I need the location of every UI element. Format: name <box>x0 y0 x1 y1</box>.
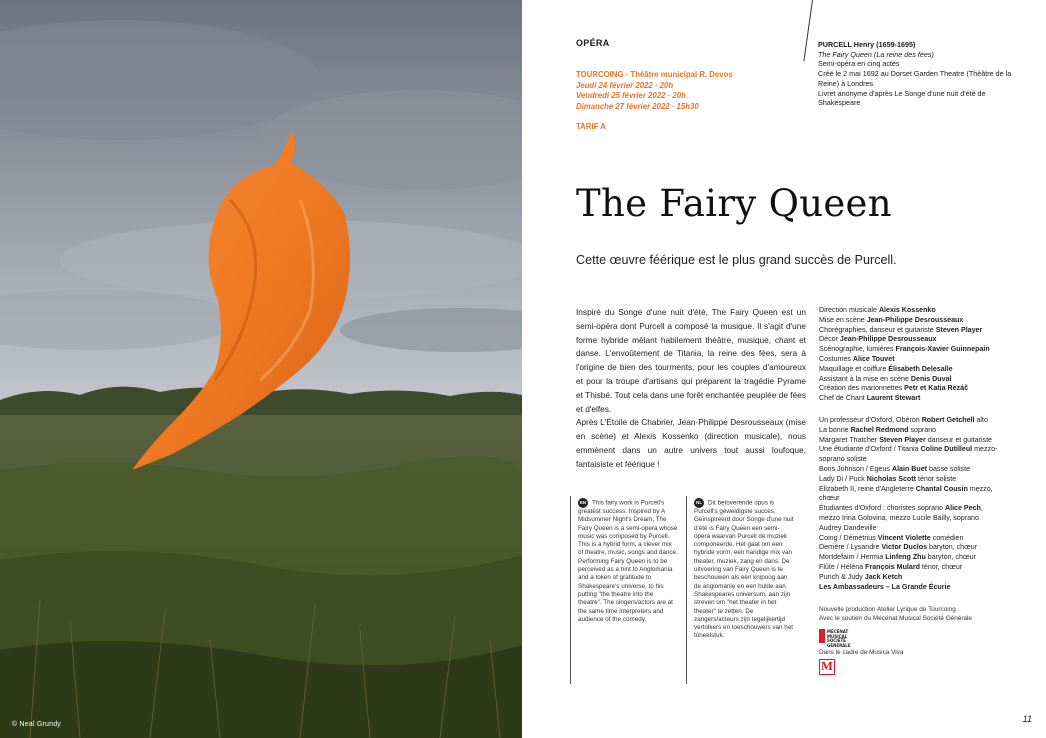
language-badge: NL <box>694 498 704 508</box>
credit-name: Jean-Philippe Desrousseaux <box>866 315 964 324</box>
divider-line <box>803 0 813 61</box>
mecenat-logo <box>819 629 853 648</box>
credit-name: Élisabeth Delesalle <box>888 364 953 373</box>
credit-detail: basse soliste <box>927 464 971 473</box>
credit-name: François-Xavier Guinnepain <box>895 345 990 354</box>
credit-name: François Mulard <box>865 562 920 571</box>
credit-name: Les Ambassadeurs – La Grande Écurie <box>819 582 951 591</box>
credit-detail: baryton, chœur <box>927 543 978 552</box>
credit-role: La bonne <box>819 425 851 434</box>
credit-row <box>819 416 999 426</box>
page-number: 11 <box>1022 714 1032 724</box>
credits-list <box>819 306 999 592</box>
credit-role: Scénographie, lumières <box>819 345 896 354</box>
credit-row <box>819 583 999 593</box>
english-text: This fairy work is Purcell's greatest success. Inspired by A Midsummer Night's Dream, The Fairy Queen is a semi-opera whose music was composed by Purcell. This is a hybrid form, a clever mix of theatre, music, songs and dance. Performing Fairy Queen is to be perceived as a hint to Anglomania and a token of gratitude to Shakespeare's universe, to his putting "the theatre into the theatre". The singers/actors are at the same time interpreters and audience of the comedy. <box>578 499 678 623</box>
production-line: Avec le soutien du Mécénat Musical Société Générale <box>819 614 972 622</box>
dutch-summary <box>694 498 794 641</box>
credit-row <box>819 345 999 355</box>
credit-name: Denis Duval <box>910 374 952 383</box>
credit-role: Une étudiante d'Oxford / Titania <box>819 445 921 454</box>
credit-role: Mise en scène <box>819 315 867 324</box>
musica-viva-label: Dans le cadre de Musica Viva <box>819 649 904 656</box>
credit-detail: mezzo, chœur <box>819 484 993 503</box>
credit-name: Steven Player <box>879 435 926 444</box>
cast-list <box>819 416 999 592</box>
credit-role: Derrière / Lysandre <box>819 543 882 552</box>
credit-detail: danseur et guitariste <box>925 435 992 444</box>
body-paragraph: Inspiré du Songe d'une nuit d'été, The Fairy Queen est un semi-opéra dont Purcell a composé la musique. Il s'agit d'une forme hybride mêlant habilement théâtre, musique, chant et danse. L'envoûtement de Titania, la reine des fées, sera à l'origine de bien des tourments, pour les couples d'amoureux et pour la troupe d'artisans qui préparent la tragédie Pyrame et Thisbé. Tout cela dans une forêt enchantée peuplée de fées et d'elfes. <box>576 307 806 414</box>
credit-role: Assistant à la mise en scène <box>819 374 911 383</box>
credit-role: Mortdefaim / Hermia <box>819 553 886 562</box>
divider-line <box>686 496 687 684</box>
credit-row <box>819 485 999 505</box>
credit-role: Étudiantes d'Oxford : choristes soprano <box>819 504 945 513</box>
crew-list <box>819 306 999 404</box>
credit-name: Alice Pech <box>944 504 981 513</box>
credit-detail: comédien <box>930 533 964 542</box>
credit-row <box>819 316 999 326</box>
credit-role: Flûte / Héléna <box>819 562 866 571</box>
work-info <box>818 40 1028 108</box>
credit-role: Costumes <box>819 354 853 363</box>
credit-row <box>819 394 999 404</box>
credit-row <box>819 326 999 336</box>
work-title: The Fairy Queen (La reine des fées) <box>818 49 934 59</box>
credit-name: Alexis Kossenko <box>878 306 936 314</box>
credit-row <box>819 475 999 485</box>
credit-role: Margaret Thatcher <box>819 435 880 444</box>
credit-role: Un professeur d'Oxford, Obéron <box>819 415 922 424</box>
english-summary <box>578 498 678 624</box>
credit-row <box>819 436 999 446</box>
credit-row <box>819 426 999 436</box>
credit-row <box>819 553 999 563</box>
credit-row <box>819 335 999 345</box>
credit-row <box>819 465 999 475</box>
credit-detail: alto <box>974 415 988 424</box>
language-badge: EN <box>578 498 588 508</box>
credit-role: Création des marionnettes <box>819 384 905 393</box>
credit-detail: mezzo-soprano soliste <box>819 445 998 464</box>
premiere: Créé le 2 mai 1692 au Dorset Garden Theatre (Théâtre de la Reine) à Londres <box>818 69 1012 88</box>
credit-name: Coline Dutilleul <box>920 445 973 454</box>
page-title: The Fairy Queen <box>576 182 892 225</box>
credit-name: Nicholas Scott <box>866 474 916 483</box>
credit-name: Alice Touvet <box>852 354 895 363</box>
date-line: Dimanche 27 février 2022 · 15h30 <box>576 101 699 111</box>
credit-row <box>819 445 999 465</box>
credit-row <box>819 306 999 316</box>
credit-role: Boris Johnson / Egeus <box>819 464 892 473</box>
credit-row <box>819 384 999 394</box>
mecenat-logo-text: MÉCÉNAT MUSICAL SOCIÉTÉ GÉNÉRALE <box>827 629 851 648</box>
credit-role: Coing / Démétrius <box>819 533 878 542</box>
credit-detail: , mezzo Irina Golovina, mezzo Lucile Bailly, soprano Audrey Dandeville <box>819 504 983 532</box>
credit-row <box>819 375 999 385</box>
credit-row <box>819 504 999 533</box>
production-info <box>819 606 999 623</box>
credit-name: Jean-Philippe Desrousseaux <box>839 335 937 344</box>
credit-role: Maquillage et coiffure <box>819 364 889 373</box>
credit-name: Alain Buet <box>891 464 928 473</box>
credit-name: Petr et Katia Rezáč <box>904 384 969 393</box>
credit-name: Victor Duclos <box>881 543 928 552</box>
section-label: OPÉRA <box>576 38 610 48</box>
genre: Semi-opéra en cinq actes <box>818 59 900 69</box>
photo-credit: © Neal Grundy <box>12 721 61 728</box>
right-page <box>522 0 1046 738</box>
credit-row <box>819 365 999 375</box>
body-text <box>576 306 806 472</box>
credit-role: Décor <box>819 335 840 344</box>
credit-name: Chantal Cousin <box>915 484 968 493</box>
venue-block <box>576 70 733 112</box>
body-paragraph: Après L'Étoile de Chabrier, Jean-Philippe Desrousseaux (mise en scène) et Alexis Kossenko (direction musicale), nous emmènent dans un autre univers tout aussi loufoque, fantaisiste et féérique ! <box>576 417 806 469</box>
credit-name: Vincent Violette <box>877 533 931 542</box>
tarif-label: TARIF A <box>576 122 606 131</box>
cover-photo <box>0 0 522 738</box>
credit-name: Jack Ketch <box>864 572 903 581</box>
credit-name: Steven Player <box>935 325 983 334</box>
production-line: Nouvelle production Atelier Lyrique de Tourcoing <box>819 606 956 613</box>
composer: PURCELL Henry (1659-1695) <box>818 40 916 49</box>
credit-row <box>819 355 999 365</box>
credit-detail: ténor, chœur <box>919 562 963 571</box>
credit-row <box>819 573 999 583</box>
credit-name: Laurent Stewart <box>866 394 921 403</box>
credit-row <box>819 534 999 544</box>
libretto: Livret anonyme d'après Le Songe d'une nuit d'été de Shakespeare <box>818 88 986 108</box>
credit-detail: soprano <box>908 425 937 434</box>
credit-role: Elizabeth II, reine d'Angleterre <box>819 484 916 493</box>
dutch-text: Dit betoverende opus is Purcell's geweldigste succes. Geïnspireerd door Songe d'une nuit d'été is Fairy Queen een semi-opera waarvan Purcell de muziek componeerde. Het gaat om een hybride vorm, een handige mix van theater, muziek, zang en dans. De uitvoering van Fairy Queen is te beschouwen als een knipoog aan de anglomanie en een hulde aan Shakespeares universum, aan zijn streven om "het theater in het theater" te zetten. De zangers/acteurs zijn tegelijkertijd vertolkers en toeschouwers van het toneelstuk. <box>694 499 794 640</box>
page-subtitle: Cette œuvre féérique est le plus grand succès de Purcell. <box>576 253 897 267</box>
musica-viva-logo: M <box>820 660 834 673</box>
date-line: Jeudi 24 février 2022 · 20h <box>576 80 674 90</box>
venue-line: TOURCOING · Théâtre municipal R. Devos <box>576 70 733 79</box>
credit-name: Linfeng Zhu <box>885 553 926 562</box>
divider-line <box>570 496 571 684</box>
credit-name: Rachel Redmond <box>850 425 909 434</box>
credit-role: Punch & Judy <box>819 572 865 581</box>
credit-role: Chef de Chant <box>819 394 867 403</box>
credit-role: Direction musicale <box>819 306 879 314</box>
credit-row <box>819 563 999 573</box>
credit-detail: ténor soliste <box>916 474 957 483</box>
credit-row <box>819 543 999 553</box>
credit-detail: baryton, chœur <box>925 553 976 562</box>
credit-role: Chorégraphies, danseur et guitariste <box>819 325 936 334</box>
date-line: Vendredi 25 février 2022 · 20h <box>576 91 686 100</box>
credit-name: Robert Getchell <box>921 415 975 424</box>
credit-role: Lady Di / Puck <box>819 474 867 483</box>
